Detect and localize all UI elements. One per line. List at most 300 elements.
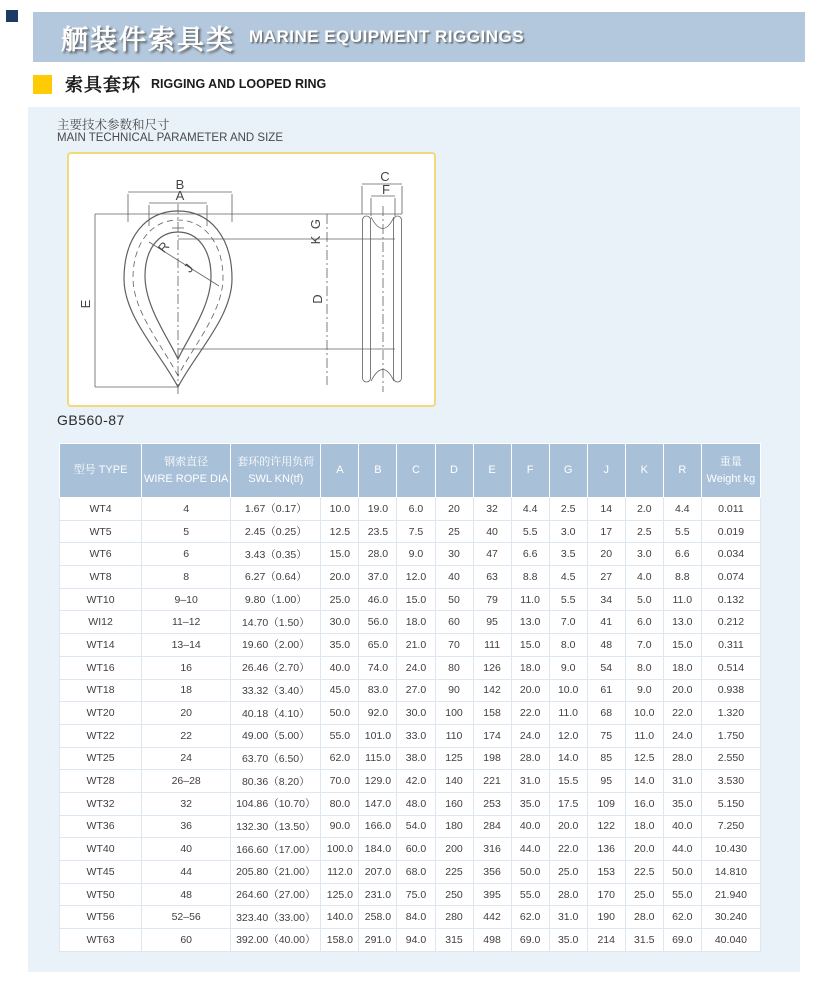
table-cell: 3.0: [549, 520, 587, 543]
table-cell: 316: [473, 838, 511, 861]
column-header: D: [435, 444, 473, 498]
column-header: E: [473, 444, 511, 498]
table-cell: 15.0: [511, 634, 549, 657]
table-cell: 42.0: [397, 770, 435, 793]
table-cell: 5: [142, 520, 231, 543]
table-cell: 153: [587, 861, 625, 884]
column-header: 钢索直径 WIRE ROPE DIA: [142, 444, 231, 498]
table-cell: 44.0: [511, 838, 549, 861]
column-header: 型号 TYPE: [60, 444, 142, 498]
table-row: [60, 906, 761, 929]
table-cell: 1.750: [701, 724, 760, 747]
table-cell: 80.36（8.20）: [231, 770, 321, 793]
table-cell: 214: [587, 929, 625, 952]
table-cell: 15.0: [397, 588, 435, 611]
spec-table: [59, 443, 761, 952]
table-cell: 2.45（0.25）: [231, 520, 321, 543]
table-cell: 40: [435, 566, 473, 589]
table-cell: 92.0: [359, 702, 397, 725]
table-cell: 126: [473, 656, 511, 679]
table-row: [60, 883, 761, 906]
table-cell: 70.0: [321, 770, 359, 793]
table-cell: 61: [587, 679, 625, 702]
table-cell: 284: [473, 815, 511, 838]
table-cell: 11.0: [511, 588, 549, 611]
table-cell: 45.0: [321, 679, 359, 702]
column-header: R: [663, 444, 701, 498]
table-cell: 20.0: [663, 679, 701, 702]
table-cell: 25.0: [549, 861, 587, 884]
table-cell: 392.00（40.00）: [231, 929, 321, 952]
table-cell: 132.30（13.50）: [231, 815, 321, 838]
table-cell: 18.0: [511, 656, 549, 679]
table-cell: 24.0: [511, 724, 549, 747]
table-cell: 8.8: [663, 566, 701, 589]
table-cell: WT56: [60, 906, 142, 929]
table-cell: 90: [435, 679, 473, 702]
table-cell: 84.0: [397, 906, 435, 929]
table-cell: 32: [142, 792, 231, 815]
table-cell: 9.0: [549, 656, 587, 679]
table-cell: 9.80（1.00）: [231, 588, 321, 611]
table-cell: 40: [473, 520, 511, 543]
column-header: 套环的许用负荷 SWL KN(tf): [231, 444, 321, 498]
table-cell: 5.0: [625, 588, 663, 611]
table-cell: 12.0: [397, 566, 435, 589]
table-cell: WT18: [60, 679, 142, 702]
table-cell: 15.0: [663, 634, 701, 657]
table-cell: 7.250: [701, 815, 760, 838]
table-cell: 37.0: [359, 566, 397, 589]
table-cell: 18.0: [397, 611, 435, 634]
table-cell: 28.0: [549, 883, 587, 906]
table-cell: 115.0: [359, 747, 397, 770]
table-cell: 22.5: [625, 861, 663, 884]
table-cell: 60: [435, 611, 473, 634]
table-cell: 35.0: [663, 792, 701, 815]
table-cell: 6.27（0.64）: [231, 566, 321, 589]
table-cell: 24.0: [663, 724, 701, 747]
table-cell: 28.0: [663, 747, 701, 770]
table-cell: 25.0: [321, 588, 359, 611]
table-cell: 258.0: [359, 906, 397, 929]
table-cell: 10.430: [701, 838, 760, 861]
table-cell: 291.0: [359, 929, 397, 952]
table-cell: 40.18（4.10）: [231, 702, 321, 725]
table-cell: 315: [435, 929, 473, 952]
section-heading: [33, 71, 326, 97]
table-cell: 56.0: [359, 611, 397, 634]
column-header: B: [359, 444, 397, 498]
column-header: K: [625, 444, 663, 498]
table-cell: 198: [473, 747, 511, 770]
drawing-box: [67, 152, 436, 407]
table-cell: 14: [587, 498, 625, 521]
side-top-groove: [371, 217, 394, 229]
table-cell: 30.240: [701, 906, 760, 929]
table-cell: 166.60（17.00）: [231, 838, 321, 861]
table-cell: 1.320: [701, 702, 760, 725]
table-cell: 0.011: [701, 498, 760, 521]
table-row: [60, 520, 761, 543]
table-cell: 3.43（0.35）: [231, 543, 321, 566]
table-cell: WT20: [60, 702, 142, 725]
table-cell: 125: [435, 747, 473, 770]
table-cell: 0.019: [701, 520, 760, 543]
table-row: [60, 747, 761, 770]
table-cell: 83.0: [359, 679, 397, 702]
table-cell: 14.0: [549, 747, 587, 770]
table-cell: 20: [587, 543, 625, 566]
table-row: [60, 815, 761, 838]
table-cell: 27: [587, 566, 625, 589]
table-cell: 264.60（27.00）: [231, 883, 321, 906]
table-cell: 44.0: [663, 838, 701, 861]
table-cell: 18.0: [663, 656, 701, 679]
table-cell: 5.5: [511, 520, 549, 543]
table-cell: 174: [473, 724, 511, 747]
table-cell: 95: [587, 770, 625, 793]
table-cell: 11–12: [142, 611, 231, 634]
banner-title-zh: 舾装件索具类: [61, 24, 235, 55]
table-cell: WT32: [60, 792, 142, 815]
table-row: [60, 838, 761, 861]
table-cell: 19.60（2.00）: [231, 634, 321, 657]
table-cell: 442: [473, 906, 511, 929]
table-cell: 6.0: [397, 498, 435, 521]
table-cell: WT36: [60, 815, 142, 838]
table-cell: 21.940: [701, 883, 760, 906]
table-cell: 166.0: [359, 815, 397, 838]
table-cell: 184.0: [359, 838, 397, 861]
table-cell: 50.0: [663, 861, 701, 884]
table-row: [60, 498, 761, 521]
table-cell: 55.0: [663, 883, 701, 906]
table-cell: 147.0: [359, 792, 397, 815]
table-cell: 12.0: [549, 724, 587, 747]
dim-label-R: R: [154, 238, 173, 256]
table-cell: 6.0: [625, 611, 663, 634]
table-cell: 0.311: [701, 634, 760, 657]
table-cell: 190: [587, 906, 625, 929]
table-cell: 158: [473, 702, 511, 725]
table-cell: 3.530: [701, 770, 760, 793]
table-cell: 9.0: [397, 543, 435, 566]
table-row: [60, 634, 761, 657]
table-cell: 13–14: [142, 634, 231, 657]
table-cell: 142: [473, 679, 511, 702]
column-header: G: [549, 444, 587, 498]
table-row: [60, 861, 761, 884]
table-cell: 69.0: [511, 929, 549, 952]
table-cell: 111: [473, 634, 511, 657]
table-cell: 10.0: [549, 679, 587, 702]
table-cell: 8.0: [625, 656, 663, 679]
table-cell: 24: [142, 747, 231, 770]
table-cell: 55.0: [511, 883, 549, 906]
table-row: [60, 792, 761, 815]
table-cell: 7.0: [549, 611, 587, 634]
table-cell: 54: [587, 656, 625, 679]
table-cell: WT6: [60, 543, 142, 566]
column-header: A: [321, 444, 359, 498]
table-cell: 0.514: [701, 656, 760, 679]
table-cell: 100.0: [321, 838, 359, 861]
table-cell: 17.5: [549, 792, 587, 815]
table-cell: 68: [587, 702, 625, 725]
table-cell: 14.810: [701, 861, 760, 884]
table-cell: 95: [473, 611, 511, 634]
table-cell: 74.0: [359, 656, 397, 679]
parameter-label-zh: 主要技术参数和尺寸: [57, 118, 170, 132]
page-banner: [33, 12, 805, 62]
table-cell: 2.5: [549, 498, 587, 521]
table-cell: 38.0: [397, 747, 435, 770]
table-cell: 4.0: [625, 566, 663, 589]
table-cell: 47: [473, 543, 511, 566]
table-cell: 34: [587, 588, 625, 611]
table-cell: 356: [473, 861, 511, 884]
table-cell: 4: [142, 498, 231, 521]
table-cell: WT16: [60, 656, 142, 679]
table-cell: 85: [587, 747, 625, 770]
table-cell: 62.0: [663, 906, 701, 929]
section-title-zh: 索具套环: [65, 75, 141, 95]
dim-label-C: C: [380, 169, 390, 184]
dim-label-K: K: [308, 235, 323, 245]
table-cell: 12.5: [625, 747, 663, 770]
table-cell: 19.0: [359, 498, 397, 521]
side-right-wall: [394, 216, 402, 382]
table-cell: 13.0: [663, 611, 701, 634]
table-cell: WT40: [60, 838, 142, 861]
table-cell: 231.0: [359, 883, 397, 906]
table-cell: 30: [435, 543, 473, 566]
table-cell: 26–28: [142, 770, 231, 793]
table-cell: 31.0: [663, 770, 701, 793]
table-cell: 30.0: [321, 611, 359, 634]
table-cell: 30.0: [397, 702, 435, 725]
table-cell: 498: [473, 929, 511, 952]
table-cell: 101.0: [359, 724, 397, 747]
table-cell: 28.0: [625, 906, 663, 929]
table-cell: 280: [435, 906, 473, 929]
table-row: [60, 656, 761, 679]
table-cell: 7.0: [625, 634, 663, 657]
table-cell: 2.0: [625, 498, 663, 521]
table-cell: 50.0: [511, 861, 549, 884]
table-cell: 35.0: [549, 929, 587, 952]
table-row: [60, 724, 761, 747]
table-cell: 21.0: [397, 634, 435, 657]
table-cell: 26.46（2.70）: [231, 656, 321, 679]
content-panel: [28, 107, 800, 972]
table-cell: 205.80（21.00）: [231, 861, 321, 884]
table-cell: 8: [142, 566, 231, 589]
table-cell: 8.8: [511, 566, 549, 589]
table-cell: 22.0: [663, 702, 701, 725]
table-cell: 65.0: [359, 634, 397, 657]
table-cell: 9–10: [142, 588, 231, 611]
header-row: [60, 444, 761, 498]
table-row: [60, 543, 761, 566]
table-cell: 35.0: [511, 792, 549, 815]
table-cell: 62.0: [511, 906, 549, 929]
side-left-wall: [363, 216, 371, 382]
table-cell: 60: [142, 929, 231, 952]
table-cell: 80: [435, 656, 473, 679]
table-cell: 75: [587, 724, 625, 747]
table-cell: 22.0: [549, 838, 587, 861]
table-cell: 31.0: [511, 770, 549, 793]
table-cell: 48: [142, 883, 231, 906]
table-cell: 13.0: [511, 611, 549, 634]
table-cell: WT45: [60, 861, 142, 884]
dim-label-J: J: [180, 260, 197, 276]
table-cell: 0.034: [701, 543, 760, 566]
column-header: F: [511, 444, 549, 498]
table-cell: 7.5: [397, 520, 435, 543]
table-cell: 25.0: [625, 883, 663, 906]
table-row: [60, 588, 761, 611]
table-cell: 70: [435, 634, 473, 657]
table-cell: 16.0: [625, 792, 663, 815]
table-row: [60, 929, 761, 952]
table-cell: 48.0: [397, 792, 435, 815]
table-cell: 31.0: [549, 906, 587, 929]
table-cell: 112.0: [321, 861, 359, 884]
table-cell: 63.70（6.50）: [231, 747, 321, 770]
table-cell: WT14: [60, 634, 142, 657]
table-cell: 50: [435, 588, 473, 611]
table-cell: 40: [142, 838, 231, 861]
dim-label-F: F: [382, 182, 390, 197]
table-cell: 44: [142, 861, 231, 884]
table-cell: 253: [473, 792, 511, 815]
table-cell: 4.4: [663, 498, 701, 521]
table-cell: WT25: [60, 747, 142, 770]
table-cell: 5.5: [663, 520, 701, 543]
table-cell: 11.0: [625, 724, 663, 747]
table-row: [60, 679, 761, 702]
table-cell: 4.4: [511, 498, 549, 521]
table-cell: 35.0: [321, 634, 359, 657]
side-bottom-groove: [371, 370, 394, 382]
table-cell: WT22: [60, 724, 142, 747]
table-cell: 50.0: [321, 702, 359, 725]
table-cell: 63: [473, 566, 511, 589]
table-cell: 20.0: [549, 815, 587, 838]
table-cell: 18: [142, 679, 231, 702]
table-row: [60, 770, 761, 793]
table-cell: 250: [435, 883, 473, 906]
table-cell: WT8: [60, 566, 142, 589]
dim-label-D: D: [310, 294, 325, 304]
table-cell: 20.0: [321, 566, 359, 589]
table-cell: 36: [142, 815, 231, 838]
table-cell: 18.0: [625, 815, 663, 838]
table-cell: 9.0: [625, 679, 663, 702]
table-cell: 100: [435, 702, 473, 725]
table-cell: 8.0: [549, 634, 587, 657]
dim-label-B: B: [175, 177, 185, 192]
table-cell: 221: [473, 770, 511, 793]
table-cell: 24.0: [397, 656, 435, 679]
table-cell: WT63: [60, 929, 142, 952]
spec-table-head: [60, 444, 761, 498]
table-cell: 69.0: [663, 929, 701, 952]
table-cell: 104.86（10.70）: [231, 792, 321, 815]
table-cell: 79: [473, 588, 511, 611]
table-cell: 10.0: [321, 498, 359, 521]
table-cell: WT4: [60, 498, 142, 521]
table-cell: 20.0: [511, 679, 549, 702]
table-row: [60, 611, 761, 634]
table-cell: 2.550: [701, 747, 760, 770]
table-cell: 20.0: [625, 838, 663, 861]
table-cell: 0.132: [701, 588, 760, 611]
table-cell: 15.0: [321, 543, 359, 566]
table-cell: 200: [435, 838, 473, 861]
table-cell: 17: [587, 520, 625, 543]
table-cell: 90.0: [321, 815, 359, 838]
yellow-bullet-icon: [33, 75, 52, 94]
table-cell: WI12: [60, 611, 142, 634]
column-header: J: [587, 444, 625, 498]
table-cell: 6.6: [663, 543, 701, 566]
table-cell: 28.0: [359, 543, 397, 566]
parameter-label-en: MAIN TECHNICAL PARAMETER AND SIZE: [57, 132, 283, 144]
table-cell: 14.70（1.50）: [231, 611, 321, 634]
table-cell: 27.0: [397, 679, 435, 702]
table-cell: WT28: [60, 770, 142, 793]
column-header: C: [397, 444, 435, 498]
table-cell: 52–56: [142, 906, 231, 929]
table-cell: 1.67（0.17）: [231, 498, 321, 521]
table-row: [60, 702, 761, 725]
dim-label-A: A: [175, 188, 185, 203]
table-cell: 5.150: [701, 792, 760, 815]
table-cell: 10.0: [625, 702, 663, 725]
table-cell: 170: [587, 883, 625, 906]
table-cell: 3.0: [625, 543, 663, 566]
table-cell: 62.0: [321, 747, 359, 770]
table-cell: 6: [142, 543, 231, 566]
table-cell: 0.212: [701, 611, 760, 634]
table-cell: 11.0: [663, 588, 701, 611]
table-cell: 80.0: [321, 792, 359, 815]
table-cell: 25: [435, 520, 473, 543]
table-cell: 94.0: [397, 929, 435, 952]
table-cell: 395: [473, 883, 511, 906]
dim-label-G: G: [308, 218, 323, 230]
table-cell: 158.0: [321, 929, 359, 952]
table-row: [60, 566, 761, 589]
corner-logo-square: [6, 10, 18, 22]
table-cell: 3.5: [549, 543, 587, 566]
table-cell: 16: [142, 656, 231, 679]
table-cell: 15.5: [549, 770, 587, 793]
table-cell: 140.0: [321, 906, 359, 929]
table-cell: 160: [435, 792, 473, 815]
table-cell: 40.0: [511, 815, 549, 838]
standard-number: GB560-87: [57, 412, 125, 428]
table-cell: 54.0: [397, 815, 435, 838]
table-cell: 122: [587, 815, 625, 838]
table-cell: 40.040: [701, 929, 760, 952]
table-cell: 41: [587, 611, 625, 634]
table-cell: 11.0: [549, 702, 587, 725]
